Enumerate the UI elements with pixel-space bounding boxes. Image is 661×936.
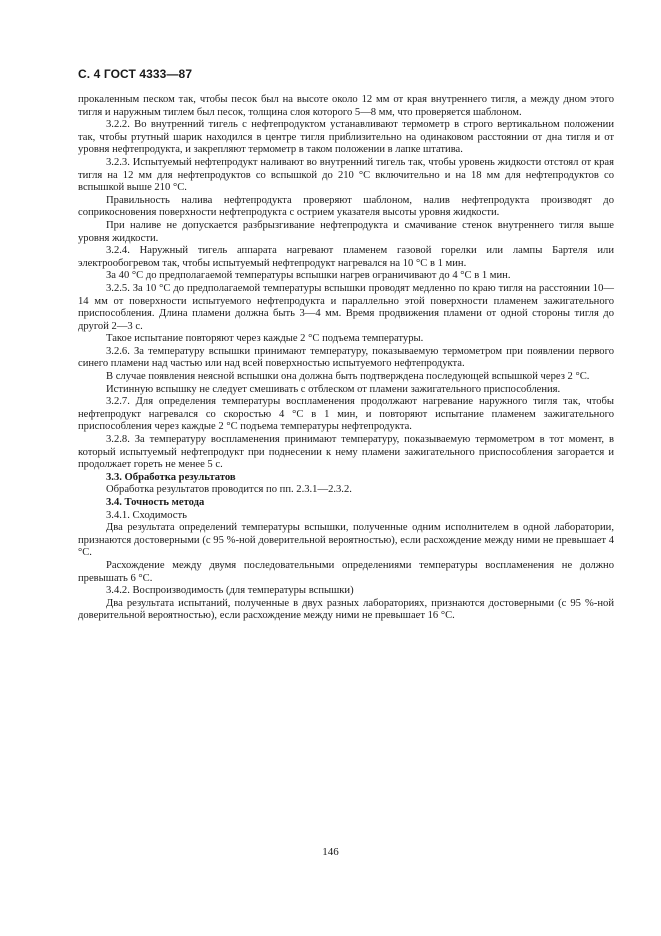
page-number: 146 bbox=[322, 846, 339, 858]
paragraph: Два результата определений температуры вспышки, полученные одним исполнителем в одной лаборатории, признаются достоверными (с 95 %-ной доверительной вероятностью), если расхождение между ними не превышает 4 °С. bbox=[78, 522, 614, 559]
paragraph: Правильность налива нефтепродукта проверяют шаблоном, налив нефтепродукта производят до соприкосновения поверхности нефтепродукта с острием указателя высоты уровня жидкости. bbox=[78, 194, 614, 219]
paragraph: При наливе не допускается разбрызгивание нефтепродукта и смачивание стенок внутреннего тигля выше уровня жидкости. bbox=[78, 219, 614, 244]
paragraph: Истинную вспышку не следует смешивать с отблеском от пламени зажигательного приспособления. bbox=[106, 383, 561, 395]
section-heading: 3.3. Обработка результатов bbox=[106, 471, 236, 483]
paragraph: 3.2.5. За 10 °С до предполагаемой температуры вспышки проводят медленно по краю тигля на расстоянии 10—14 мм от поверхности испытуемого нефтепродукта и параллельно этой поверхности пламенем зажигательного приспособления. Длина пламени должна быть 3—4 мм. Время продвижения пламени от одной стороны тигля до другой 2—3 с. bbox=[78, 282, 614, 332]
document-body bbox=[78, 94, 614, 623]
paragraph: За 40 °С до предполагаемой температуры вспышки нагрев ограничивают до 4 °С в 1 мин. bbox=[106, 270, 511, 282]
page-header: С. 4 ГОСТ 4333—87 bbox=[78, 67, 193, 81]
paragraph: Обработка результатов проводится по пп. 2.3.1—2.3.2. bbox=[106, 484, 352, 496]
subsection-title: 3.4.2. Воспроизводимость (для температуры вспышки) bbox=[106, 585, 354, 597]
paragraph: В случае появления неясной вспышки она должна быть подтверждена последующей вспышкой через 2 °С. bbox=[106, 371, 590, 383]
paragraph: 3.2.6. За температуру вспышки принимают температуру, показываемую термометром при появлении первого синего пламени над частью или над всей поверхностью испытуемого нефтепродукта. bbox=[78, 345, 614, 370]
paragraph: 3.2.8. За температуру воспламенения принимают температуру, показываемую термометром в тот момент, в который испытуемый нефтепродукт при поднесении к нему пламени зажигательного приспособления загорается и продолжает гореть не менее 5 с. bbox=[78, 434, 614, 471]
paragraph: 3.2.2. Во внутренний тигель с нефтепродуктом устанавливают термометр в строго вертикальном положении так, чтобы ртутный шарик находился в центре тигля приблизительно на одинаковом расстоянии от дна тигля и от уровня нефтепродукта, и закрепляют термометр в таком положении в лапке штатива. bbox=[78, 119, 614, 156]
subsection-title: 3.4.1. Сходимость bbox=[106, 509, 187, 521]
paragraph: Расхождение между двумя последовательными определениями температуры воспламенения не должно превышать 6 °С. bbox=[78, 559, 614, 584]
paragraph: прокаленным песком так, чтобы песок был на высоте около 12 мм от края внутреннего тигля, а между дном этого тигля и наружным тиглем был песок, толщина слоя которого 5—8 мм, что проверяется шаблоном. bbox=[78, 94, 614, 118]
section-heading: 3.4. Точность метода bbox=[106, 497, 205, 508]
paragraph: 3.2.3. Испытуемый нефтепродукт наливают во внутренний тигель так, чтобы уровень жидкости отстоял от края тигля на 12 мм для нефтепродуктов со вспышкой до 210 °С включительно и на 18 мм для нефтепродуктов со вспышкой выше 210 °С. bbox=[78, 156, 614, 194]
paragraph: Такое испытание повторяют через каждые 2 °С подъема температуры. bbox=[106, 333, 424, 345]
paragraph: 3.2.7. Для определения температуры воспламенения продолжают нагревание наружного тигля так, чтобы нефтепродукт нагревался со скоростью 4 °С в 1 мин, и повторяют испытание пламенем зажигательного приспособления через каждые 2 °С подъема температуры нефтепродукта. bbox=[78, 396, 614, 433]
paragraph: 3.2.4. Наружный тигель аппарата нагревают пламенем газовой горелки или лампы Бартеля или электрообогревом так, чтобы испытуемый нефтепродукт нагревался на 10 °С в 1 мин. bbox=[78, 245, 614, 269]
paragraph: Два результата испытаний, полученные в двух разных лабораториях, признаются достоверными (с 95 %-ной доверительной вероятностью), если расхождение между ними не превышает 16 °С. bbox=[78, 597, 614, 622]
